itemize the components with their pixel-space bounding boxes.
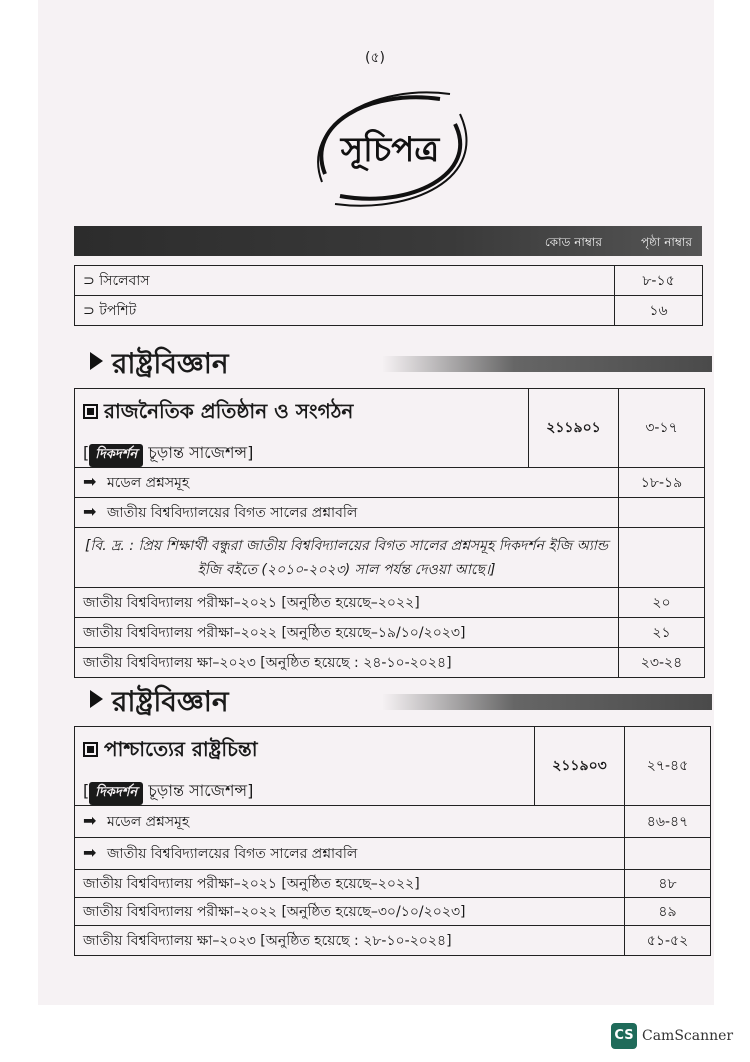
- course-code: ২১১৯০১: [529, 389, 619, 468]
- table-row: [75, 898, 711, 926]
- intro-table: [74, 265, 703, 326]
- exam-label: জাতীয় বিশ্ববিদ্যালয় পরীক্ষা–২০২২ [অনুষ্ঠিত হয়েছে–১৯/১০/২০২৩]: [75, 618, 619, 648]
- section-1-table: [74, 388, 705, 678]
- topic-cell: পাশ্চাত্যের রাষ্ট্রচিন্তা [ দিকদর্শন চূড়ান্ত সাজেশন্স]: [75, 727, 535, 806]
- model-pages: ১৮-১৯: [619, 468, 705, 498]
- exam-page: ২১: [619, 618, 705, 648]
- syllabus-page: ৮-১৫: [615, 266, 703, 296]
- section-heading: রাষ্ট্রবিজ্ঞান: [86, 680, 712, 720]
- triangle-bullet-icon: [90, 352, 103, 370]
- arrow-right-icon: ➡: [83, 471, 97, 491]
- exam-label: জাতীয় বিশ্ববিদ্যালয় পরীক্ষা–২০২১ [অনুষ্ঠিত হয়েছে–২০২২]: [75, 870, 625, 898]
- dikdarshan-logo: দিকদর্শন: [89, 782, 143, 805]
- table-row: [75, 498, 705, 528]
- section-2-table: [74, 726, 711, 956]
- model-pages: ৪৬-৪৭: [625, 806, 711, 838]
- suggestion-label: চূড়ান্ত সাজেশন্স: [148, 781, 248, 800]
- past-questions: ➡ জাতীয় বিশ্ববিদ্যালয়ের বিগত সালের প্রশ্নাবলি: [75, 838, 625, 870]
- model-questions: ➡ মডেল প্রশ্নসমূহ: [75, 468, 619, 498]
- circle-bullet-icon: ⊃: [83, 272, 100, 289]
- triangle-bullet-icon: [90, 690, 103, 708]
- table-row: [75, 468, 705, 498]
- toc-header-bar: [74, 226, 702, 256]
- topsheet-page: ১৬: [615, 296, 703, 326]
- table-row: [75, 870, 711, 898]
- past-questions: ➡ জাতীয় বিশ্ববিদ্যালয়ের বিগত সালের প্রশ্নাবলি: [75, 498, 619, 528]
- code-column-header: কোড নাম্বার: [544, 235, 602, 249]
- dikdarshan-logo: দিকদর্শন: [89, 444, 143, 467]
- table-row: [75, 389, 705, 468]
- table-row: [75, 727, 711, 806]
- topic-pages: ২৭-৪৫: [625, 727, 711, 806]
- exam-label: জাতীয় বিশ্ববিদ্যালয় পরীক্ষা–২০২১ [অনুষ্ঠিত হয়েছে–২০২২]: [75, 588, 619, 618]
- exam-label: জাতীয় বিশ্ববিদ্যালয় ক্ষা–২০২৩ [অনুষ্ঠিত হয়েছে : ২৪-১০-২০২৪]: [75, 648, 619, 678]
- page-title: সূচিপত্র: [340, 130, 440, 170]
- arrow-right-icon: ➡: [83, 501, 97, 521]
- table-row: [75, 588, 705, 618]
- exam-page: ৫১-৫২: [625, 926, 711, 956]
- exam-page: ৪৮: [625, 870, 711, 898]
- circle-bullet-icon: ⊃: [83, 302, 100, 319]
- table-row: [75, 296, 703, 326]
- syllabus-label: ⊃ সিলেবাস: [75, 266, 615, 296]
- topic-cell: রাজনৈতিক প্রতিষ্ঠান ও সংগঠন [ দিকদর্শন চূড়ান্ত সাজেশন্স]: [75, 389, 529, 468]
- suggestion-label: চূড়ান্ত সাজেশন্স: [148, 443, 248, 462]
- exam-page: ৪৯: [625, 898, 711, 926]
- arrow-right-icon: ➡: [83, 810, 97, 830]
- heading-shade-bar: [382, 694, 712, 710]
- square-bullet-icon: [83, 742, 98, 757]
- square-bullet-icon: [83, 404, 98, 419]
- page-number: (৫): [364, 50, 385, 66]
- table-row: [75, 528, 705, 588]
- exam-page: ২০: [619, 588, 705, 618]
- camscanner-logo-icon: CS: [611, 1023, 637, 1049]
- arrow-right-icon: ➡: [83, 842, 97, 862]
- topic-title: রাজনৈতিক প্রতিষ্ঠান ও সংগঠন: [104, 399, 354, 423]
- table-row: [75, 926, 711, 956]
- topic-pages: ৩-১৭: [619, 389, 705, 468]
- exam-page: ২৩-২৪: [619, 648, 705, 678]
- table-row: [75, 618, 705, 648]
- section-heading: রাষ্ট্রবিজ্ঞান: [86, 342, 712, 382]
- course-code: ২১১৯০৩: [535, 727, 625, 806]
- note-text: [বি. দ্র. : প্রিয় শিক্ষার্থী বন্ধুরা জাতীয় বিশ্ববিদ্যালয়ের বিগত সালের প্রশ্নসমূহ দিকদর্শন ইজি অ্যান্ড ইজি বইতে (২০১০-২০২৩) সাল পর্যন্ত দেওয়া আছে।]: [75, 528, 619, 588]
- table-row: [75, 806, 711, 838]
- topsheet-label: ⊃ টপশিট: [75, 296, 615, 326]
- exam-label: জাতীয় বিশ্ববিদ্যালয় পরীক্ষা–২০২২ [অনুষ্ঠিত হয়েছে–৩০/১০/২০২৩]: [75, 898, 625, 926]
- camscanner-watermark: CamScanner: [642, 1028, 734, 1044]
- table-row: [75, 266, 703, 296]
- exam-label: জাতীয় বিশ্ববিদ্যালয় ক্ষা–২০২৩ [অনুষ্ঠিত হয়েছে : ২৮-১০-২০২৪]: [75, 926, 625, 956]
- model-questions: ➡ মডেল প্রশ্নসমূহ: [75, 806, 625, 838]
- title-emblem: [300, 84, 480, 214]
- heading-shade-bar: [382, 356, 712, 372]
- page-column-header: পৃষ্ঠা নাম্বার: [640, 235, 692, 249]
- table-row: [75, 838, 711, 870]
- topic-title: পাশ্চাত্যের রাষ্ট্রচিন্তা: [104, 737, 258, 761]
- table-row: [75, 648, 705, 678]
